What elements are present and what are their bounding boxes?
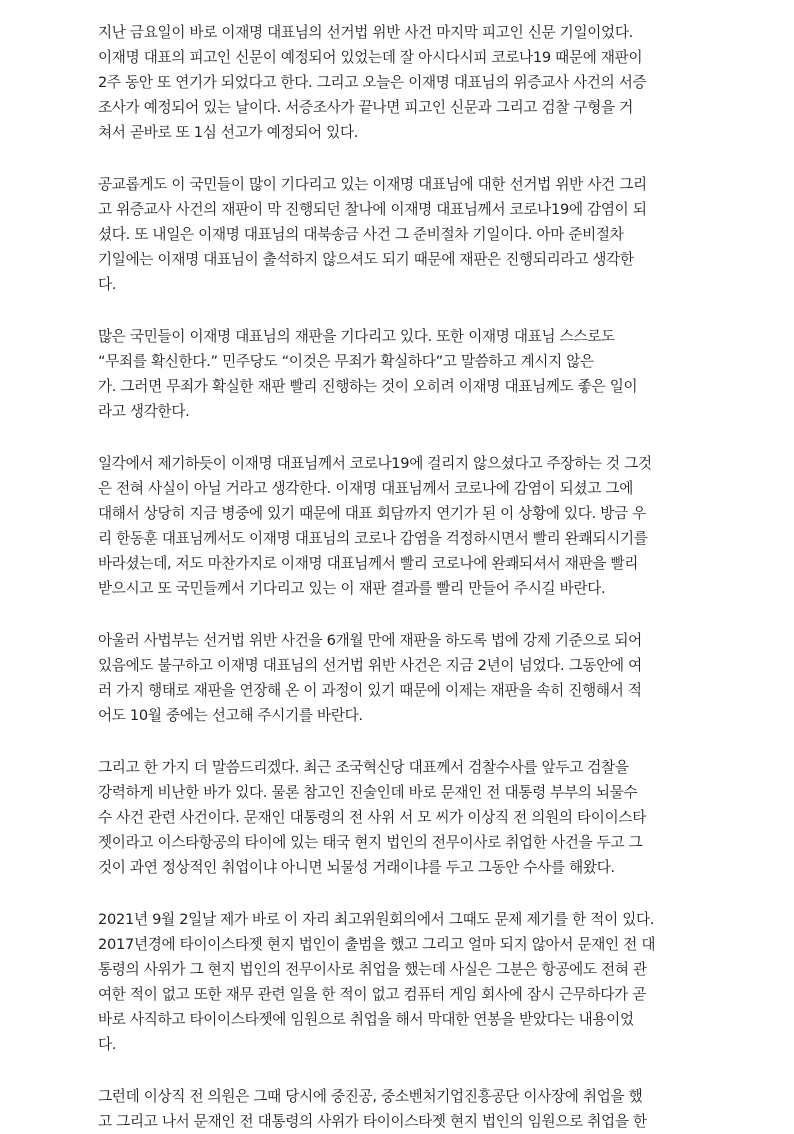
text-line: 어도 10월 중에는 선고해 주시기를 바란다. bbox=[98, 707, 363, 724]
text-line: 받으시고 또 국민들께서 기다리고 있는 이 재판 결과를 빨리 만들어 주시길 바란다. bbox=[98, 580, 606, 597]
text-line: 있음에도 불구하고 이재명 대표님의 선거법 위반 사건은 지금 2년이 넘었다. 그동안에 여 bbox=[98, 657, 642, 674]
text-line: 젯이라고 이스타항공의 타이에 있는 태국 현지 법인의 전무이사로 취업한 사건을 두고 그 bbox=[98, 834, 643, 851]
text-line: 바로 사직하고 타이이스타젯에 임원으로 취업을 해서 막대한 연봉을 받았다는 내용이었 bbox=[98, 1011, 634, 1028]
paragraph bbox=[98, 172, 694, 297]
text-line: 은 전혀 사실이 아닐 거라고 생각한다. 이재명 대표님께서 코로나에 감염이 되셨고 그에 bbox=[98, 480, 633, 497]
text-line: 공교롭게도 이 국민들이 많이 기다리고 있는 이재명 대표님에 대한 선거법 위반 사건 그리 bbox=[98, 176, 647, 193]
text-line: 다. bbox=[98, 1036, 117, 1053]
text-line: 그런데 이상직 전 의원은 그때 당시에 중진공, 중소벤처기업진흥공단 이사장에 취업을 했 bbox=[98, 1088, 643, 1105]
text-line: 고 위증교사 사건의 재판이 막 진행되던 찰나에 이재명 대표님께서 코로나19에 감염이 되 bbox=[98, 201, 647, 218]
text-line: 그리고 한 가지 더 말씀드리겠다. 최근 조국혁신당 대표께서 검찰수사를 앞두고 검찰을 bbox=[98, 759, 629, 776]
paragraph bbox=[98, 451, 694, 601]
text-line: 가. 그러면 무죄가 확실한 재판 빨리 진행하는 것이 오히려 이재명 대표님께도 좋은 일이 bbox=[98, 378, 638, 395]
text-line: 기일에는 이재명 대표님이 출석하지 않으셔도 되기 때문에 재판은 진행되리라고 생각한 bbox=[98, 251, 634, 268]
paragraph bbox=[98, 20, 694, 145]
text-line: 아울러 사법부는 선거법 위반 사건을 6개월 만에 재판을 하도록 법에 강제 기준으로 되어 bbox=[98, 632, 642, 649]
text-line: 바라셨는데, 저도 마찬가지로 이재명 대표님께서 빨리 코로나에 완쾌되셔서 재판을 빨리 bbox=[98, 555, 639, 572]
text-line: 고 그리고 나서 문재인 전 대통령의 사위가 타이이스타젯 현지 법인의 임원으로 취업을 한 bbox=[98, 1113, 647, 1130]
text-line: 통령의 사위가 그 현지 법인의 전무이사로 취업을 했는데 사실은 그분은 항공에도 전혀 관 bbox=[98, 961, 647, 978]
text-line: 많은 국민들이 이재명 대표님의 재판을 기다리고 있다. 또한 이재명 대표님 스스로도 bbox=[98, 328, 615, 345]
text-line: 것이 과연 정상적인 취업이냐 아니면 뇌물성 거래이냐를 두고 그동안 수사를 해왔다. bbox=[98, 859, 615, 876]
text-line: 이재명 대표의 피고인 신문이 예정되어 있었는데 잘 아시다시피 코로나19 때문에 재판이 bbox=[98, 49, 643, 66]
text-line: 대해서 상당히 지금 병중에 있기 때문에 대표 회담까지 연기가 된 이 상황에 있다. 방금 우 bbox=[98, 505, 647, 522]
text-line: 조사가 예정되어 있는 날이다. 서증조사가 끝나면 피고인 신문과 그리고 검찰 구형을 거 bbox=[98, 99, 633, 116]
paragraph bbox=[98, 628, 694, 728]
text-line: “무죄를 확신한다.” 민주당도 “이것은 무죄가 확실하다”고 말씀하고 계시지 않은 bbox=[98, 353, 594, 370]
text-line: 2021년 9월 2일날 제가 바로 이 자리 최고위원회의에서 그때도 문제 제기를 한 적이 있다. bbox=[98, 911, 655, 928]
text-line: 일각에서 제기하듯이 이재명 대표님께서 코로나19에 걸리지 않으셨다고 주장하는 것 그것 bbox=[98, 455, 652, 472]
text-line: 라고 생각한다. bbox=[98, 403, 190, 420]
text-line: 강력하게 비난한 바가 있다. 물론 참고인 진술인데 바로 문재인 전 대통령 부부의 뇌물수 bbox=[98, 784, 638, 801]
paragraph bbox=[98, 907, 694, 1057]
text-line: 러 가지 행태로 재판을 연장해 온 이 과정이 있기 때문에 이제는 재판을 속히 진행해서 적 bbox=[98, 682, 642, 699]
text-line: 리 한동훈 대표님께서도 이재명 대표님의 코로나 감염을 걱정하시면서 빨리 완쾌되시기를 bbox=[98, 530, 648, 547]
text-line: 지난 금요일이 바로 이재명 대표님의 선거법 위반 사건 마지막 피고인 신문 기일이었다. bbox=[98, 24, 633, 41]
text-line: 수 사건 관련 사건이다. 문재인 대통령의 전 사위 서 모 씨가 이상직 전 의원의 타이이스타 bbox=[98, 809, 647, 826]
text-line: 여한 적이 없고 또한 재무 관련 일을 한 적이 없고 컴퓨터 게임 회사에 잠시 근무하다가 곧 bbox=[98, 986, 647, 1003]
text-line: 쳐서 곧바로 또 1심 선고가 예정되어 있다. bbox=[98, 124, 359, 141]
paragraph bbox=[98, 755, 694, 880]
text-line: 다. bbox=[98, 276, 117, 293]
text-line: 2주 동안 또 연기가 되었다고 한다. 그리고 오늘은 이재명 대표님의 위증교사 사건의 서증 bbox=[98, 74, 647, 91]
paragraph bbox=[98, 1084, 694, 1134]
paragraph bbox=[98, 324, 694, 424]
text-line: 2017년경에 타이이스타젯 현지 법인이 출범을 했고 그리고 얼마 되지 않아서 문재인 전 대 bbox=[98, 936, 656, 953]
text-line: 셨다. 또 내일은 이재명 대표님의 대북송금 사건 그 준비절차 기일이다. 아마 준비절차 bbox=[98, 226, 624, 243]
